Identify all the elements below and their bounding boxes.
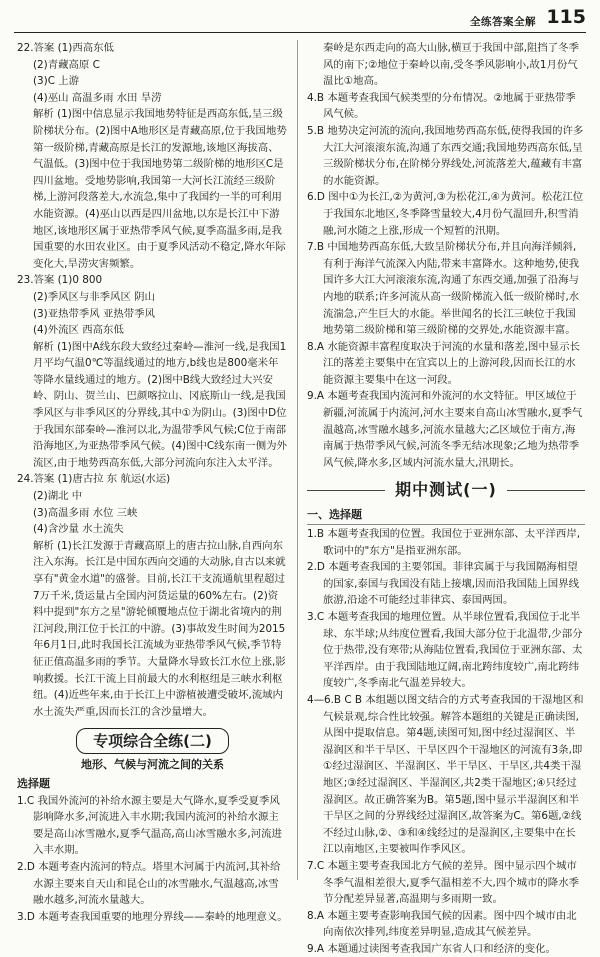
answer-block-22-24 — [17, 40, 288, 720]
special-section-header — [17, 728, 288, 754]
answer-paragraph: 5.B 地势决定河流的流向,我国地势西高东低,使得我国的许多大江大河滚滚东流,沟通了东西交通;我国地势西高东低,呈三级阶梯状分布,在阶梯分界线处,河流落差大,蕴藏有丰富的水能资源。 — [307, 124, 584, 187]
answer-paragraph: 7.B 中国地势西高东低,大致呈阶梯状分布,并且向海洋倾斜,有利于海洋气流深入内陆,带来丰富降水。这种地势,使我国许多大江大河滚滚东流,沟通了东西交通,加强了沿海与内地的联系;许多河流从高一级阶梯流入低一级阶梯时,水流湍急,产生巨大的水能。举世闻名的长江三峡位于我国地势第二级阶梯和第三级阶梯的交界处,水能资源丰富。 — [307, 241, 580, 337]
answer-paragraph: 6.D 图中①为长江,②为黄河,③为松花江,④为黄河。松花江位于我国东北地区,冬季降雪量较大,4月份气温回升,积雪消融,河水随之上涨,形成一个短暂的汛期。 — [307, 191, 584, 237]
midterm-header — [307, 477, 585, 503]
answer-paragraph: 解析 (1)图中A线东段大致经过秦岭—淮河一线,是我国1月平均气温0℃等温线通过的地方,b线也是800毫米年等降水量线通过的地方。(2)图中B线大致经过大兴安岭、阴山、贺兰山、巴颜喀拉山、冈底斯山一线,是我国季风区与非季风区的分界线,其中①为阴山。(3)图中D位于我国东部秦岭—淮河以北,为温带季风气候;C位于南部沿海地区,为亚热带季风气候。(4)图中C线东南一侧为外流区,由于地势西高东低,大部分河流向东注入太平洋。 — [33, 340, 287, 469]
answer-paragraph: 1.B 本题考查我国的位置。我国位于亚洲东部、太平洋西岸,歌词中的"东方"是指亚洲东部。 — [307, 528, 581, 557]
answer-paragraph: 8.A 本题主要考查影响我国气候的因素。图中四个城市由北向南依次排列,纬度差异明显,造成其气候差异。 — [307, 909, 577, 939]
answer-paragraph: 2.D 本题考查内流河的特点。塔里木河属于内流河,其补给水源主要来自天山和昆仑山的冰雪融水,气温越高,冰雪融水越多,河流水量越大。 — [17, 860, 281, 907]
special-section-subtitle: 地形、气候与河流之间的关系 — [81, 758, 224, 772]
choice-section-heading: 选择题 — [17, 776, 50, 790]
answer-paragraph: (3)高温多雨 水位 三峡 — [33, 506, 138, 519]
answer-paragraph: 24.答案 (1)唐古拉 东 航运(水运) — [17, 473, 171, 486]
answer-paragraph: 4—6.B C B 本组题以图文结合的方式考查我国的干湿地区和气候景观,综合性比较强。解答本题组的关键是正确读图,从图中提取信息。第4题,读图可知,图中经过湿润区、半湿润区和半干旱区、干旱区四个干湿地区的河流有3条,即①经过湿润区、半湿润区、半干旱区、干旱区,共4类干湿地区;③经过湿润区、半湿润区,共2类干湿地区;④只经过湿润区。故正确答案为B。第5题,图中显示半湿润区和半干旱区之间的分界线经过湿润区,故答案为C。第6题,②线不经过山脉,②、③和④线经过的是湿润区,主要集中在长江以南地区,主要被叫作季风区。 — [307, 693, 584, 856]
answer-paragraph: 8.A 水能资源丰富程度取决于河流的水量和落差,图中显示长江的落差主要集中在宜宾以上的上游河段,因而长江的水能资源主要集中在这一河段。 — [307, 340, 580, 386]
answer-paragraph: 秦岭是东西走向的高大山脉,横亘于我国中部,阻挡了冬季风的南下;②地位于秦岭以南,受冬季风影响小,故1月份气温比①地高。 — [323, 42, 579, 88]
midterm-title: 期中测试(一) — [385, 477, 507, 503]
special-answers — [17, 793, 288, 926]
answer-paragraph: 3.C 本题考查我国的地理位置。从半球位置看,我国位于北半球、东半球;从纬度位置看,我国大部分位于北温带,少部分位于热带,没有寒带;从海陆位置看,我国位于亚洲东部、太平洋西岸。由于我国陆地辽阔,南北跨纬度较广,南北跨纬度较广,冬季南北气温差异较大。 — [307, 611, 583, 690]
answer-paragraph: (4)外流区 西高东低 — [33, 324, 124, 337]
answer-paragraph: 3.D 本题考查我国重要的地理分界线——秦岭的地理意义。 — [17, 910, 288, 923]
answer-block-3-9 — [307, 40, 585, 471]
answer-paragraph: 9.A 本题通过读图考查我国广东省人口和经济的变化。 — [307, 942, 556, 955]
answer-paragraph: 解析 (1)图中信息显示我国地势特征是西高东低,呈三级阶梯状分布。(2)图中A地形区是青藏高原,位于我国地势第一级阶梯,青藏高原是长江的发源地,该地区海拔高、气温低。(3)图中位于我国地势第二级阶梯的地形区C是四川盆地。受地势影响,我国第一大河长江流经三级阶梯,上游河段落差大,水流急,集中了我国约一半的可利用水能资源。(4)巫山以西是四川盆地,以东是长江中下游地区,该地形区属于亚热带季风气候,夏季高温多雨,是我国重要的水田农业区。由于夏季风活动不稳定,降水年际变化大,旱涝灾害频繁。 — [33, 108, 287, 270]
answer-paragraph: 7.C 本题主要考查我国北方气候的差异。图中显示四个城市冬季气温相差很大,夏季气温相差不大,四个城市的降水季节分配差异显著,高温期与多雨期一致。 — [307, 859, 579, 906]
answer-paragraph: 23.答案 (1)0 800 — [17, 274, 103, 287]
column-divider — [297, 40, 298, 880]
answer-paragraph: (2)季风区与非季风区 阴山 — [33, 290, 155, 303]
answer-paragraph: (2)青藏高原 C — [33, 58, 100, 71]
answer-paragraph: 2.D 本题考查我国的主要邻国。菲律宾属于与我国隔海相望的国家,泰国与我国没有陆上接壤,因而沿我国陆上国界线旅游,沿途不可能经过菲律宾、泰国两国。 — [307, 561, 579, 607]
page-number: 115 — [546, 6, 586, 28]
answer-paragraph: (4)巫山 高温多雨 水田 旱涝 — [33, 91, 162, 104]
midterm-answers — [307, 526, 585, 957]
special-section-title: 专项综合全练(二) — [76, 728, 229, 754]
right-column — [307, 40, 585, 957]
answer-paragraph: (3)亚热带季风 亚热带季风 — [33, 307, 155, 320]
left-column — [17, 40, 288, 925]
page-header — [0, 0, 600, 32]
header-title: 全练答案全解 — [470, 16, 536, 28]
answer-paragraph: 解析 (1)长江发源于青藏高原上的唐古拉山脉,自西向东注入东海。长江是中国东西向交通的大动脉,自古以来就享有"黄金水道"的盛誉。目前,长江干支流通航里程超过7万千米,货运量占全国内河货运量的60%左右。(2)资料中提到"东方之星"游轮倾覆地点位于湖北省境内的荆江河段,荆江位于长江的中游。(3)事故发生时间为2015年6月1日,此时我国长江流域为亚热带季风气候,季节特征正值高温多雨的季节。大量降水导致长江水位上涨,影响救援。长江干流上目前最大的水利枢纽是三峡水利枢纽。(4)近些年来,由于长江上中游植被遭受破坏,流域内水土流失严重,因而长江的含沙量增大。 — [33, 539, 286, 718]
midterm-section-heading: 一、选择题 — [307, 507, 585, 525]
answer-paragraph: (4)含沙量 水土流失 — [33, 523, 124, 536]
answer-paragraph: (3)C 上游 — [33, 75, 80, 88]
header-rule — [14, 32, 586, 33]
answer-paragraph: 1.C 我国外流河的补给水源主要是大气降水,夏季受夏季风影响降水多,河流进入丰水期;我国内流河的补给水源主要是高山冰雪融水,夏季气温高,高山冰雪融水多,河流进入丰水期。 — [17, 794, 282, 857]
answer-paragraph: 4.B 本题考查我国气候类型的分布情况。②地属于亚热带季风气候。 — [307, 91, 576, 121]
answer-paragraph: 9.A 本题考查我国内流河和外流河的水文特征。甲区域位于新疆,河流属于内流河,河水主要来自高山冰雪融水,夏季气温越高,冰雪融水越多,河流水量越大;乙区域位于南方,海南属于热带季风气候,河流冬季无结冰现象;乙地为热带季风气候,降水多,区域内河流水量大,汛期长。 — [307, 390, 583, 469]
answer-paragraph: (2)湖北 中 — [33, 490, 83, 503]
answer-paragraph: 22.答案 (1)西高东低 — [17, 42, 114, 54]
